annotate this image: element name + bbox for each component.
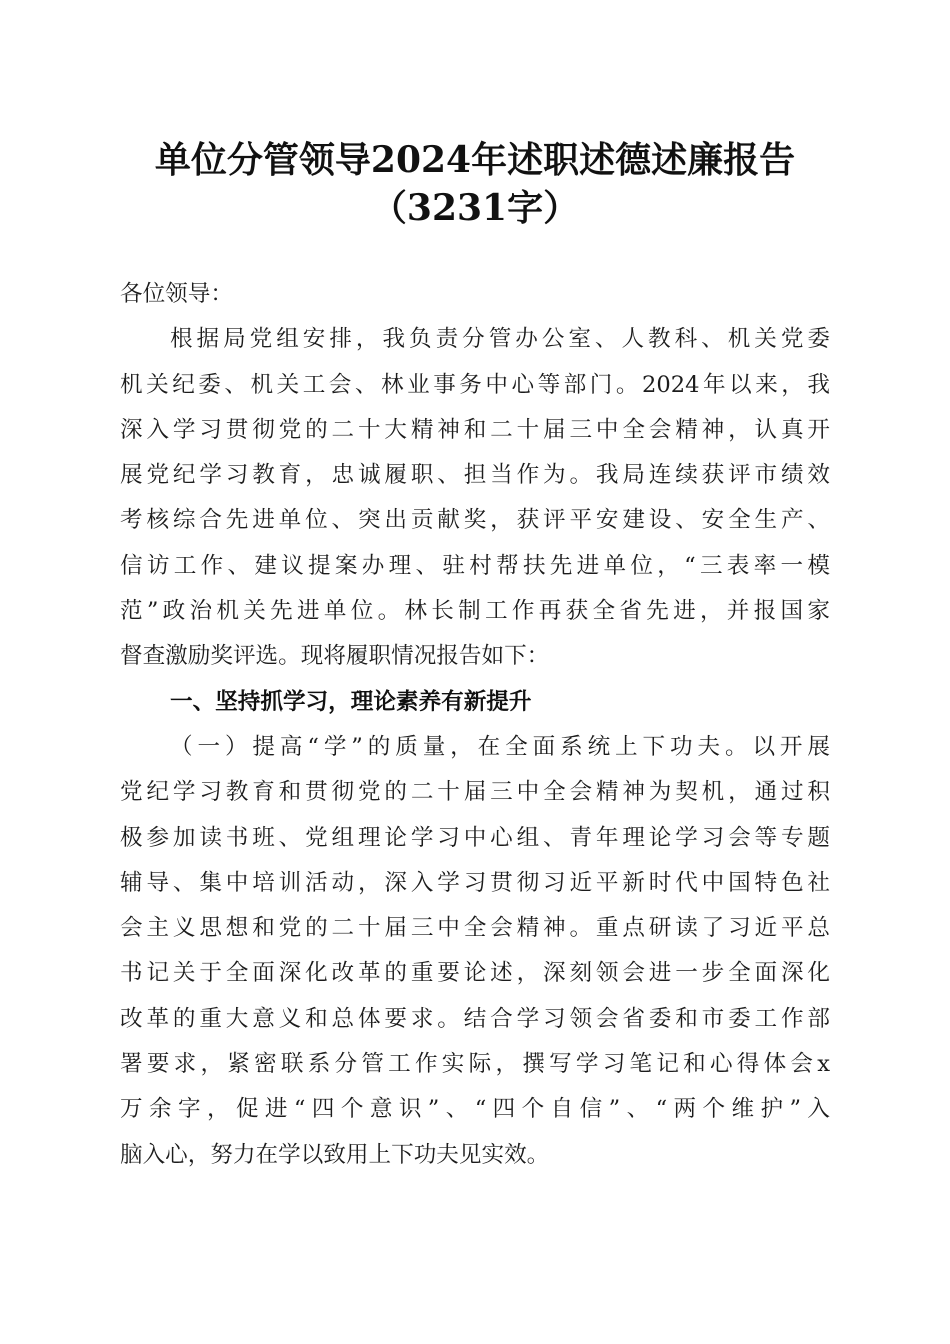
paragraph-line: 万余字，促进“四个意识”、“四个自信”、“两个维护”入 <box>120 1096 830 1123</box>
title-line-2: （3231字） <box>370 187 580 229</box>
document-body <box>120 272 830 1178</box>
paragraph-line: 书记关于全面深化改革的重要论述，深刻领会进一步全面深化 <box>120 960 830 987</box>
paragraph-line: 署要求，紧密联系分管工作实际，撰写学习笔记和心得体会x <box>120 1051 830 1078</box>
paragraph-line: 脑入心，努力在学以致用上下功夫见实效。 <box>120 1141 550 1168</box>
paragraph-line: 考核综合先进单位、突出贡献奖，获评平安建设、安全生产、 <box>120 507 830 534</box>
paragraph-line: 深入学习贯彻党的二十大精神和二十届三中全会精神，认真开 <box>120 416 830 443</box>
paragraph-line: 根据局党组安排，我负责分管办公室、人教科、机关党委 <box>170 326 830 353</box>
paragraph-study-quality <box>120 725 830 1178</box>
paragraph-line: （一）提高“学”的质量，在全面系统上下功夫。以开展 <box>170 733 830 760</box>
paragraph-line: 改革的重大意义和总体要求。结合学习领会省委和市委工作部 <box>120 1005 830 1032</box>
title-line-1: 单位分管领导2024年述职述德述廉报告 <box>154 139 796 181</box>
paragraph-line: 机关纪委、机关工会、林业事务中心等部门。2024年以来，我 <box>120 371 830 398</box>
paragraph-line: 会主义思想和党的二十届三中全会精神。重点研读了习近平总 <box>120 915 830 942</box>
paragraph-intro <box>120 317 830 679</box>
paragraph-line: 范”政治机关先进单位。林长制工作再获全省先进，并报国家 <box>120 598 830 625</box>
paragraph-line: 党纪学习教育和贯彻党的二十届三中全会精神为契机，通过积 <box>120 779 830 806</box>
paragraph-line: 辅导、集中培训活动，深入学习贯彻习近平新时代中国特色社 <box>120 869 830 896</box>
paragraph-line: 极参加读书班、党组理论学习中心组、青年理论学习会等专题 <box>120 824 830 851</box>
document-title <box>0 136 950 232</box>
paragraph-line: 信访工作、建议提案办理、驻村帮扶先进单位，“三表率一模 <box>120 552 830 579</box>
paragraph-line: 展党纪学习教育，忠诚履职、担当作为。我局连续获评市绩效 <box>120 462 830 489</box>
paragraph-line: 督查激励奖评选。现将履职情况报告如下： <box>120 643 550 670</box>
salutation: 各位领导： <box>120 281 233 307</box>
section-heading: 一、坚持抓学习，理论素养有新提升 <box>170 688 532 715</box>
